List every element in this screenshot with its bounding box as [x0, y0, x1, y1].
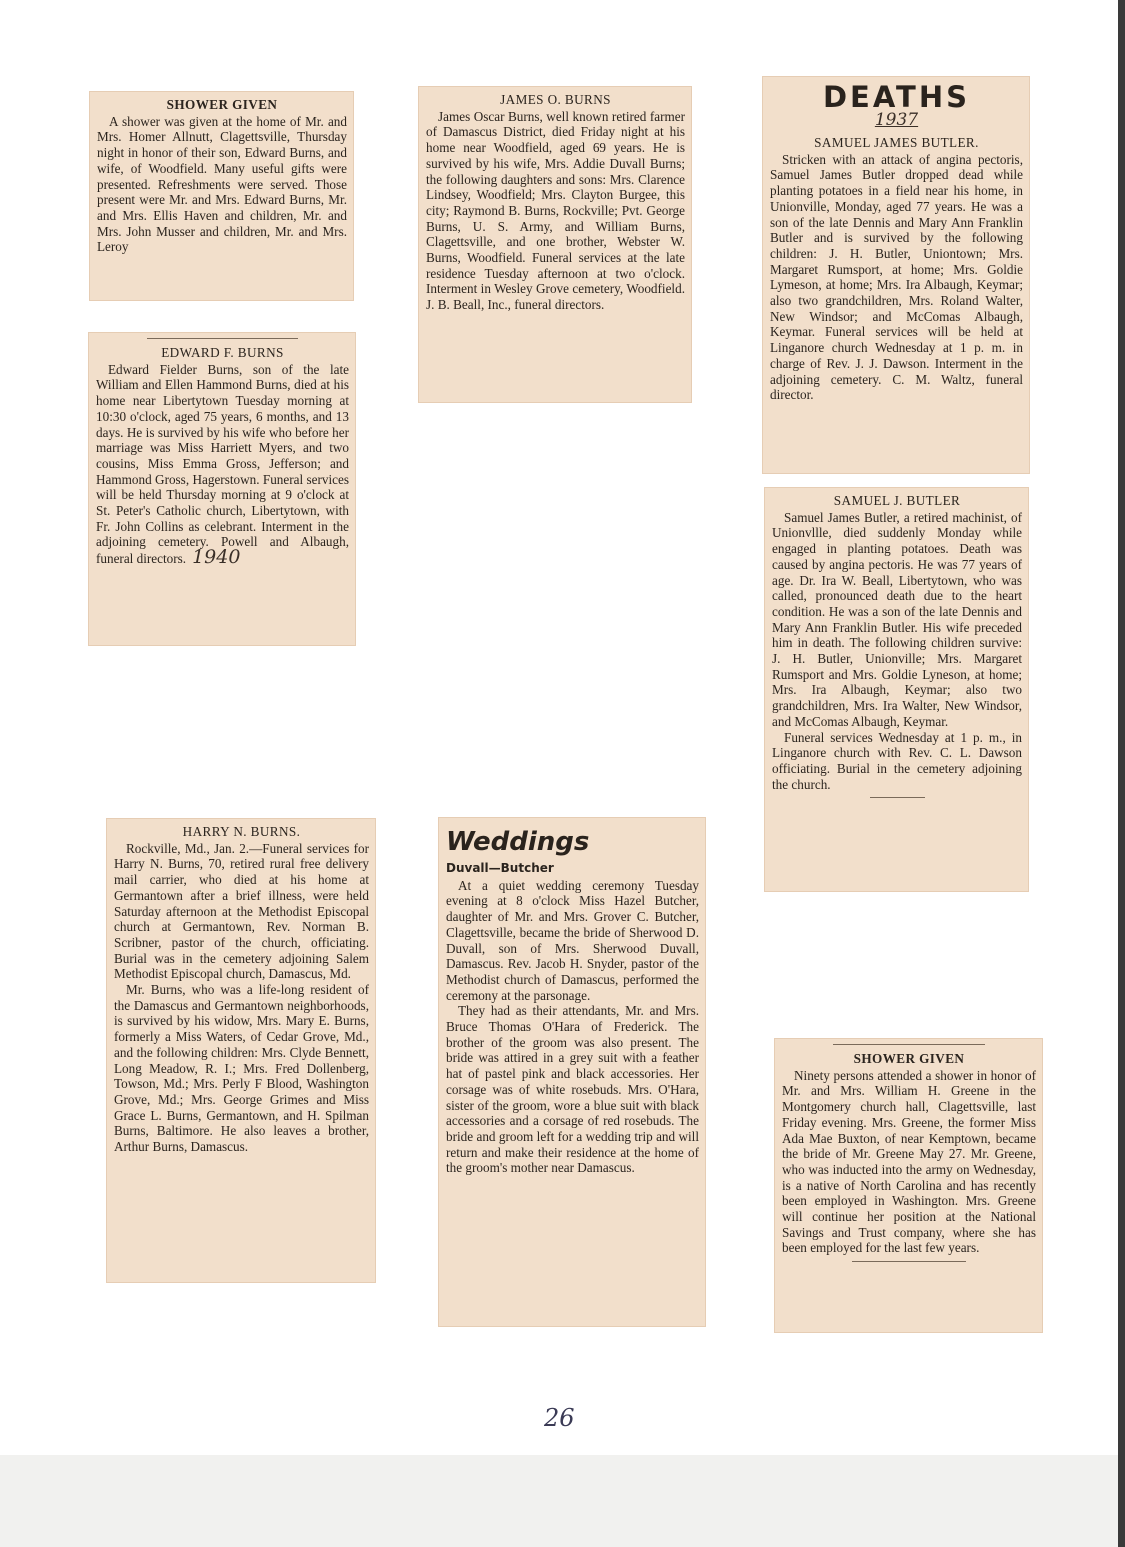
clipping-shower-given-greene	[774, 1038, 1043, 1333]
clipping-body	[97, 114, 347, 255]
clipping-title: HARRY N. BURNS.	[182, 824, 301, 839]
clipping-rule	[852, 1261, 966, 1262]
weddings-heading: Weddings	[446, 827, 590, 857]
clipping-rule	[833, 1044, 985, 1045]
clipping-paragraph: Mr. Burns, who was a life-long resident of the Damascus and Germantown neighborhoods, is survived by his widow, Mrs. Mary E. Burns, formerly a Miss Waters, of Cedar Grove, Md., and the following children: Mrs. Clyde Bennett, Long Meadow, R. I.; Mrs. Fred Dollenberg, Towson, Md.; Mrs. Perly F Blood, Washington Grove, Md.; Mrs. George Grimes and Miss Grace L. Burns, Germantown, and H. Spilman Burns, Baltimore. He also leaves a brother, Arthur Burns, Damascus.	[114, 982, 369, 1155]
clipping-text: Edward Fielder Burns, son of the late William and Ellen Hammond Burns, died at his home near Libertytown Tuesday morning at 10:30 o'clock, aged 75 years, 6 months, and 13 days. He is survived by his wife who before her marriage was Miss Harriett Myers, and two cousins, Miss Emma Gross, Jefferson; and Hammond Gross, Hagerstown. Funeral services will be held Thursday morning at 9 o'clock at St. Peter's Catholic church, Libertytown, with Fr. John Collins as celebrant. Interment in the adjoining cemetery. Powell and Albaugh, funeral directors.	[96, 361, 349, 567]
handwritten-year: 1937	[874, 110, 919, 130]
clipping-subtitle: Duvall—Butcher	[446, 861, 554, 875]
clipping-paragraph: Funeral services Wednesday at 1 p. m., in Linganore church with Rev. C. L. Dawson officiating. Burial in the cemetery adjoining the church.	[772, 729, 1022, 792]
handwritten-page-number: 26	[544, 1404, 575, 1432]
clipping-paragraph: Rockville, Md., Jan. 2.—Funeral services for Harry N. Burns, 70, retired rural free delivery mail carrier, who died at his home at Germantown after a brief illness, were held Saturday afternoon at the Methodist Episcopal church at Germantown, Rev. Norman B. Scribner, pastor of the church, officiating. Burial was in the cemetery adjoining Salem Methodist Episcopal church, Damascus, Md.	[114, 840, 369, 982]
clipping-paragraph	[96, 362, 349, 567]
clipping-title: SAMUEL JAMES BUTLER.	[814, 135, 979, 150]
deaths-heading: DEATHS	[822, 80, 970, 114]
clipping-body	[446, 878, 699, 1176]
clipping-paragraph: Ninety persons attended a shower in honor of Mr. and Mrs. William H. Greene in the Montgomery church hall, Clagettsville, last Friday evening. Mrs. Greene, the former Miss Ada Mae Buxton, of near Kemptown, became the bride of Mr. Greene May 27. Mr. Greene, who was inducted into the army on Wednesday, is a native of North Carolina and has recently been employed in Washington. Mrs. Greene will continue her position at the National Savings and Trust company, where she has been employed for the last few years.	[782, 1067, 1036, 1256]
clipping-paragraph: They had as their attendants, Mr. and Mrs. Bruce Thomas O'Hara of Frederick. The brother of the groom was also present. The bride was attired in a grey suit with a feather hat of pastel pink and black accessories. Her corsage was of white rosebuds. Mrs. O'Hara, sister of the groom, wore a blue suit with black accessories and a corsage of red rosebuds. The bride and groom left for a wedding trip and will return and make their residence at the home of the groom's mother near Damascus.	[446, 1003, 699, 1176]
clipping-deaths-samuel-james-butler	[762, 76, 1030, 474]
clipping-shower-given-allnutt	[89, 91, 354, 301]
clipping-samuel-j-butler	[764, 487, 1029, 892]
clipping-james-o-burns	[418, 86, 692, 403]
clipping-title: SHOWER GIVEN	[166, 97, 278, 112]
clipping-weddings-duvall-butcher	[438, 817, 706, 1327]
clipping-title: JAMES O. BURNS	[500, 92, 611, 107]
clipping-edward-f-burns	[88, 332, 356, 646]
clipping-title: EDWARD F. BURNS	[161, 345, 284, 360]
clipping-paragraph: Samuel James Butler, a retired machinist, of Unionvllle, died suddenly Monday while engaged in planting potatoes. Death was caused by angina pectoris. He was 77 years of age. Dr. Ira W. Beall, Libertytown, who was called, pronounced death due to the heart condition. He was a son of the late Dennis and Mary Ann Franklin Butler. His wife preceded him in death. The following children survive: J. H. Butler, Unionville; Mrs. Margaret Rumsport and Mrs. Goldie Lyneson, at home; Mrs. Ira Albaugh, Keymar; also two grandchildren, Mrs. Ira Walter, New Windsor, and McComas Albaugh, Keymar.	[772, 509, 1022, 729]
clipping-paragraph: At a quiet wedding ceremony Tuesday evening at 8 o'clock Miss Hazel Butcher, daughter of Mr. and Mrs. Grover C. Butcher, Clagettsville, became the bride of Sherwood D. Duvall, son of Mrs. Sherwood Duvall, Damascus. Rev. Jacob H. Snyder, pastor of the Methodist church of Damascus, performed the ceremony at the parsonage.	[446, 877, 699, 1003]
clipping-body	[770, 152, 1023, 403]
page-edge-shadow	[1118, 0, 1125, 1547]
clipping-harry-n-burns	[106, 818, 376, 1283]
clipping-body	[114, 841, 369, 1155]
clipping-rule	[870, 797, 925, 798]
clipping-title: SAMUEL J. BUTLER	[833, 493, 961, 508]
clipping-body	[772, 510, 1022, 793]
clipping-body	[426, 109, 685, 313]
page-bottom-margin	[0, 1455, 1118, 1547]
clipping-title: SHOWER GIVEN	[853, 1051, 965, 1066]
clipping-body	[782, 1068, 1036, 1256]
handwritten-year: 1940	[192, 546, 241, 569]
clipping-paragraph: Stricken with an attack of angina pectoris, Samuel James Butler dropped dead while planting potatoes in a field near his home, in Unionville, Monday, aged 77 years. He was a son of the late Dennis and Mary Ann Franklin Butler and is survived by the following children: J. H. Butler, Uniontown; Mrs. Margaret Rumsport, at home; Mrs. Goldie Lymeson, at home; Mrs. Ira Albaugh, Keymar; also two grandchildren, Mrs. Roland Walter, New Windsor; and McComas Albaugh, Keymar. Funeral services will be held at Linganore church Wednesday at 1 p. m. in charge of Rev. J. J. Dawson. Interment in the adjoining cemetery. C. M. Waltz, funeral director.	[770, 151, 1023, 403]
clipping-body	[96, 362, 349, 567]
clipping-paragraph: A shower was given at the home of Mr. and Mrs. Homer Allnutt, Clagettsville, Thursday night in honor of their son, Edward Burns, and wife, of Woodfield. Many useful gifts were presented. Refreshments were served. Those present were Mr. and Mrs. Edward Burns, Mr. and Mrs. Ellis Haven and children, Mr. and Mrs. John Musser and children, Mr. and Mrs. Leroy	[97, 113, 347, 255]
clipping-paragraph: James Oscar Burns, well known retired farmer of Damascus District, died Friday night at his home near Woodfield, aged 69 years. He is survived by his wife, Mrs. Addie Duvall Burns; the following daughters and sons: Mrs. Clarence Lindsey, Woodfield; Mrs. Clayton Burgee, this city; Raymond B. Burns, Rockville; Pvt. George Burns, U. S. Army, and William Burns, Clagettsville, and one brother, Webster W. Burns, Woodfield. Funeral services at the late residence Tuesday afternoon at two o'clock. Interment in Wesley Grove cemetery, Woodfield. J. B. Beall, Inc., funeral directors.	[426, 108, 685, 313]
clipping-rule	[147, 338, 299, 339]
